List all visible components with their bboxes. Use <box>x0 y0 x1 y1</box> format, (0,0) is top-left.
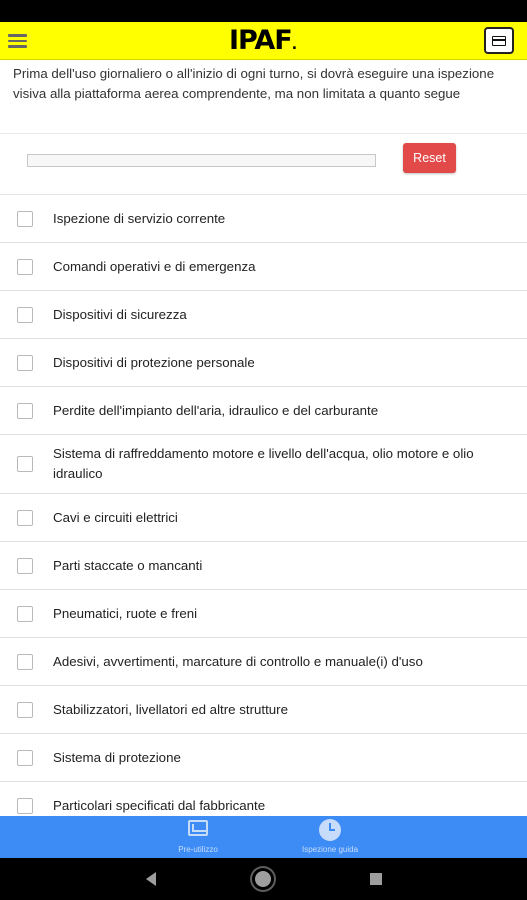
app-header <box>0 22 527 60</box>
system-navigation-bar <box>0 858 527 900</box>
checklist-item[interactable] <box>0 291 527 339</box>
checklist-item[interactable] <box>0 686 527 734</box>
checklist-item-label: Stabilizzatori, livellatori ed altre strutture <box>53 701 289 717</box>
checklist-item-label: Dispositivi di protezione personale <box>53 354 255 370</box>
id-card-icon <box>492 36 506 46</box>
checkbox[interactable] <box>17 259 33 275</box>
checklist-item[interactable] <box>0 195 527 243</box>
bottom-navigation <box>0 816 527 858</box>
home-icon[interactable] <box>255 871 271 887</box>
logo-suffix: . <box>291 37 297 53</box>
ipaf-logo <box>229 26 296 56</box>
logo-text: IPAF <box>229 25 292 56</box>
checklist-item[interactable] <box>0 387 527 435</box>
checkbox[interactable] <box>17 702 33 718</box>
clock-icon <box>319 819 341 841</box>
checklist-item-label: Comandi operativi e di emergenza <box>53 258 256 274</box>
reset-button[interactable]: Reset <box>403 143 456 173</box>
back-icon[interactable] <box>146 872 156 886</box>
checklist-item[interactable] <box>0 734 527 782</box>
checklist-item-label: Parti staccate o mancanti <box>53 557 203 573</box>
hamburger-menu-icon[interactable] <box>8 31 30 51</box>
checkbox[interactable] <box>17 606 33 622</box>
checklist-item[interactable] <box>0 782 527 816</box>
progress-row <box>0 133 527 195</box>
checklist-item[interactable] <box>0 494 527 542</box>
tab-ispezione-guida[interactable] <box>275 816 385 858</box>
checklist-item[interactable] <box>0 339 527 387</box>
checklist-item[interactable] <box>0 435 527 494</box>
checkbox[interactable] <box>17 558 33 574</box>
checkbox[interactable] <box>17 654 33 670</box>
intro-text: Prima dell'uso giornaliero o all'inizio di ogni turno, si dovrà eseguire una ispezione visiva alla piattaforma aerea comprendente, ma non limitata a quanto segue <box>13 66 495 101</box>
checklist-item-label: Dispositivi di sicurezza <box>53 306 187 322</box>
checklist-item-label: Sistema di raffreddamento motore e livello dell'acqua, olio motore e olio idraulico <box>53 446 474 481</box>
checklist <box>0 195 527 816</box>
checkbox[interactable] <box>17 798 33 814</box>
tab-label: Ispezione guida <box>301 845 359 854</box>
tab-label: Pre-utilizzo <box>178 845 218 854</box>
checklist-item[interactable] <box>0 590 527 638</box>
checklist-item-label: Pneumatici, ruote e freni <box>53 605 198 621</box>
checklist-item-label: Adesivi, avvertimenti, marcature di controllo e manuale(i) d'uso <box>53 653 423 669</box>
progress-bar <box>27 154 376 167</box>
id-card-button[interactable] <box>484 27 514 54</box>
checklist-item-label: Sistema di protezione <box>53 749 181 765</box>
status-bar <box>0 0 527 22</box>
checkbox[interactable] <box>17 211 33 227</box>
checklist-item-label: Particolari specificati dal fabbricante <box>53 797 266 813</box>
recents-icon[interactable] <box>370 873 382 885</box>
checkbox[interactable] <box>17 750 33 766</box>
checklist-item-label: Perdite dell'impianto dell'aria, idraulico e del carburante <box>53 402 379 418</box>
checklist-item[interactable] <box>0 243 527 291</box>
checkbox[interactable] <box>17 510 33 526</box>
inbox-icon <box>188 820 208 836</box>
checklist-item[interactable] <box>0 638 527 686</box>
checklist-item[interactable] <box>0 542 527 590</box>
checklist-item-label: Ispezione di servizio corrente <box>53 210 226 226</box>
checkbox[interactable] <box>17 456 33 472</box>
checklist-item-label: Cavi e circuiti elettrici <box>53 509 178 525</box>
checkbox[interactable] <box>17 307 33 323</box>
checkbox[interactable] <box>17 403 33 419</box>
checkbox[interactable] <box>17 355 33 371</box>
tab-pre-utilizzo[interactable] <box>143 816 253 858</box>
